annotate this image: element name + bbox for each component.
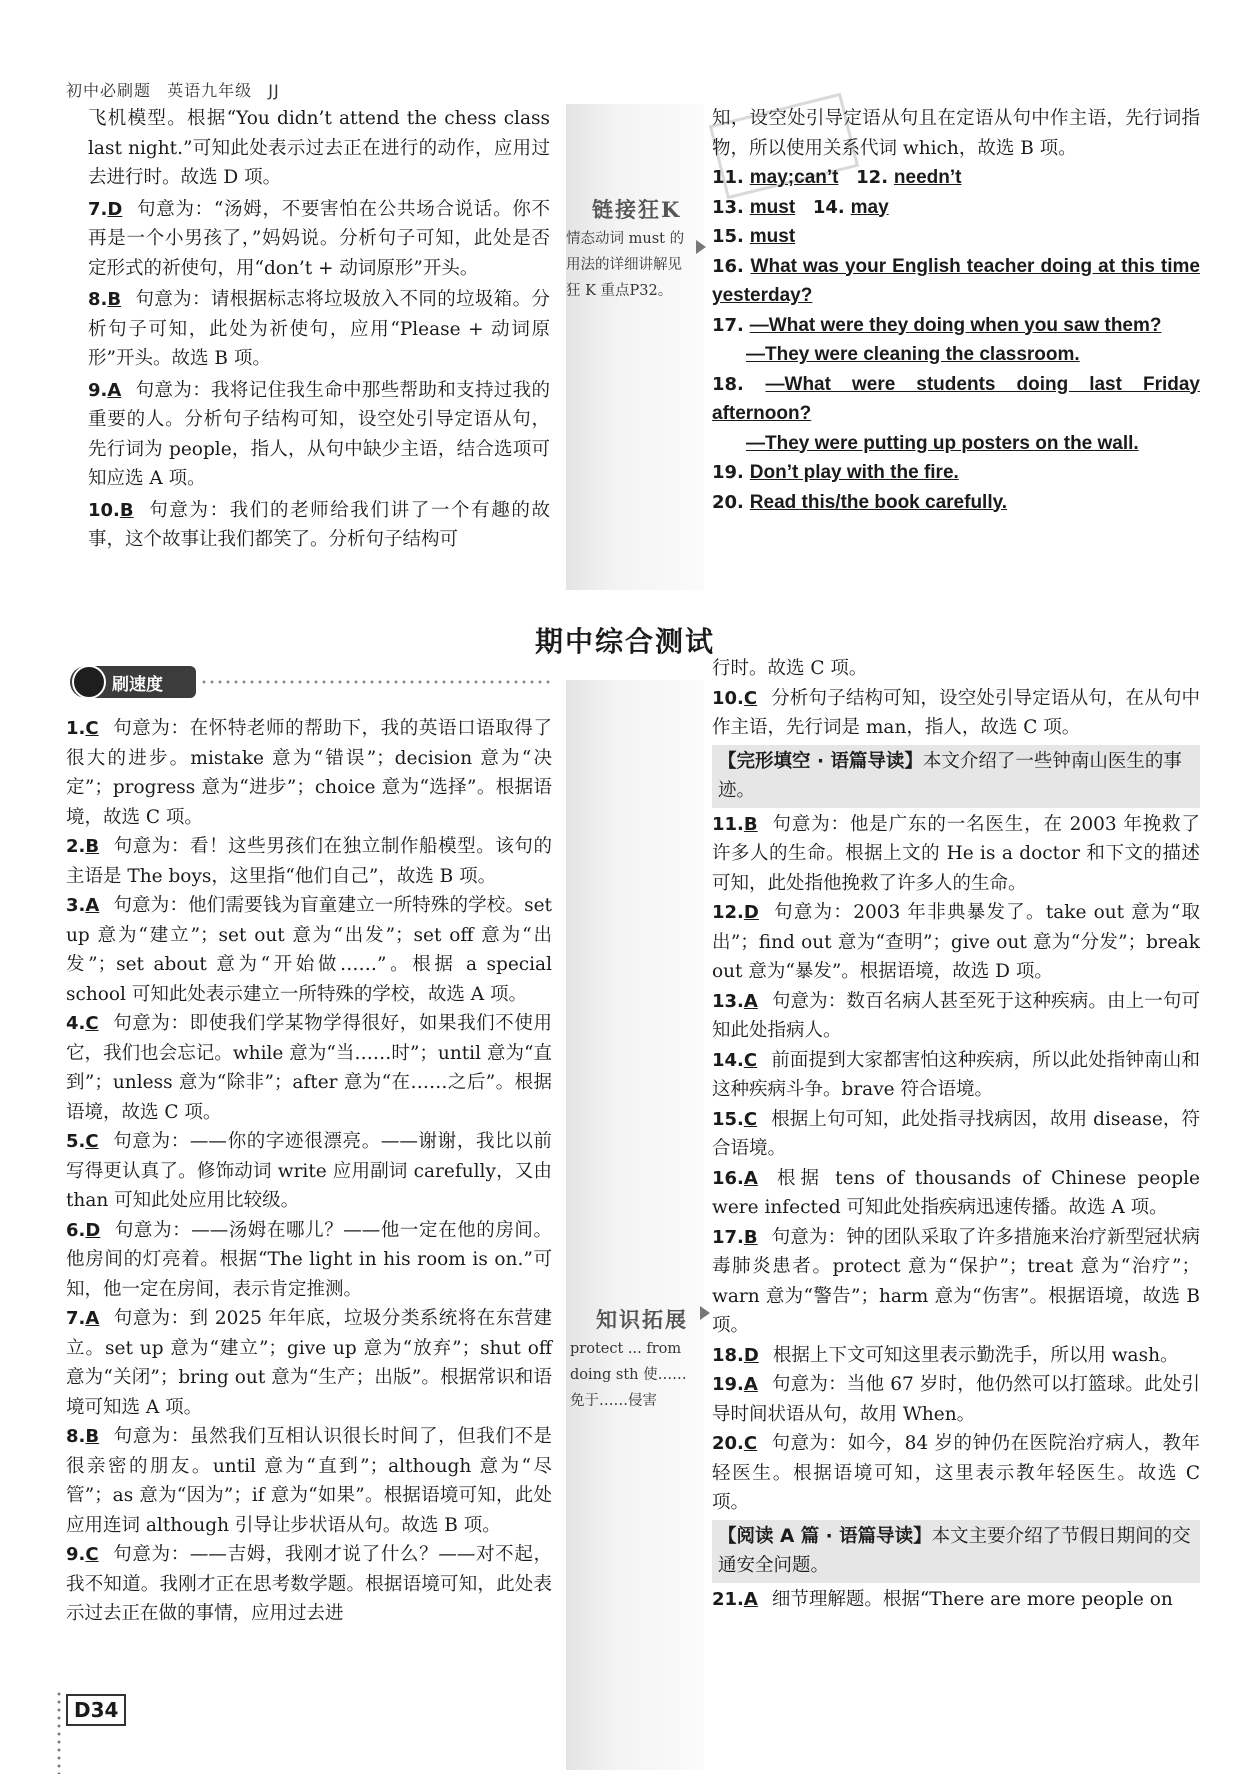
answer-text: 句意为：请根据标志将垃圾放入不同的垃圾箱。分析句子可知，此处为祈使句，应用“Please + 动词原形”开头。故选 B 项。 [88, 289, 550, 369]
item-choice: C [85, 1131, 99, 1152]
answer-text: 分析句子结构可知，设空处引导定语从句，在从句中作主语，先行词是 man，指人，故选 C 项。 [712, 687, 1200, 738]
guide-text: 本文主要介绍了节假日期间的交通安全问题。 [718, 1525, 1191, 1576]
item-number: 18. [712, 373, 744, 395]
answer-phrase: —What were they doing when you saw them? [749, 314, 1162, 336]
answer-text: 句意为：到 2025 年年底，垃圾分类系统将在东营建立。set up 意为“建立”；give up 意为“放弃”；shut off 意为“关闭”；bring out 意为“生产；出版”。根据常识和语境可知选 A 项。 [66, 1308, 552, 1418]
answer-phrase: —What were students doing last Friday afternoon? [712, 373, 1200, 424]
item-number: 21. [712, 1588, 744, 1610]
item-choice: A [743, 990, 758, 1012]
item-number: 20. [712, 1433, 744, 1454]
item-choice: D [743, 902, 759, 923]
answer-phrase: may [850, 196, 889, 218]
sidebar-top-text: 情态动词 must 的用法的详细讲解见狂 K 重点P32。 [566, 231, 685, 299]
answer-item [712, 1105, 1200, 1164]
header-subject: 英语九年级 [167, 81, 253, 100]
item-number: 10. [712, 687, 744, 709]
answer-item [88, 104, 550, 193]
answer-item [712, 1370, 1200, 1429]
item-choice: B [85, 836, 100, 857]
answer-item [66, 1216, 552, 1305]
item-choice: C [743, 687, 758, 709]
sidebar-top [566, 104, 704, 590]
item-number: 7. [88, 198, 108, 220]
bottom-left-column [66, 714, 552, 1629]
item-number: 12. [712, 902, 744, 923]
item-number: 16. [712, 255, 744, 277]
item-number: 20. [712, 491, 744, 513]
item-choice: B [743, 1226, 758, 1248]
answer-text: 句意为：钟的团队采取了许多措施来治疗新型冠状病毒肺炎患者。protect 意为“保护”；treat 意为“治疗”；warn 意为“警告”；harm 意为“伤害”。根据语境，故选 B 项。 [712, 1226, 1200, 1336]
answer-text: 句意为：2003 年非典暴发了。take out 意为“取出”；find out 意为“查明”；give out 意为“分发”；break out 意为“暴发”。根据语境，故选 D 项。 [712, 902, 1200, 982]
sidebar-top-title: 链接狂K [592, 197, 682, 222]
answer-item [66, 832, 552, 891]
answer-item [88, 195, 550, 284]
answer-item [712, 898, 1200, 987]
sidebar-bottom-arrow-icon [700, 1306, 710, 1320]
item-number: 11. [712, 813, 744, 835]
item-choice: B [107, 289, 122, 310]
answer-text: 句意为：我将记住我生命中那些帮助和支持过我的重要的人。分析句子结构可知，设空处引导定语从句，先行词为 people，指人，从句中缺少主语，结合选项可知应选 A 项。 [88, 379, 550, 489]
dotted-divider [200, 680, 552, 684]
speed-badge [70, 666, 196, 698]
item-choice: B [85, 1426, 100, 1447]
item-number: 3. [66, 895, 86, 916]
answer-text: 根据上句可知，此处指寻找病因，故用 disease，符合语境。 [712, 1108, 1200, 1159]
answer-item [712, 684, 1200, 743]
answer-item [712, 370, 1200, 459]
answer-phrase: must [749, 226, 796, 247]
answer-item [712, 488, 1200, 518]
answer-text: 句意为：数百名病人甚至死于这种疾病。由上一句可知此处指病人。 [712, 990, 1200, 1041]
item-choice: B [743, 813, 758, 835]
answer-text: 句意为：在怀特老师的帮助下，我的英语口语取得了很大的进步。mistake 意为“错误”；decision 意为“决定”；progress 意为“进步”；choice 意为“选择”。根据语境，故选 C 项。 [66, 718, 552, 828]
answer-item [712, 163, 1200, 193]
answer-text: 句意为：我们的老师给我们讲了一个有趣的故事，这个故事让我们都笑了。分析句子结构可 [88, 499, 550, 550]
item-number: 2. [66, 836, 86, 857]
answer-item [712, 193, 1200, 223]
answer-item [712, 810, 1200, 899]
answer-item [712, 458, 1200, 488]
answer-text: 行时。故选 C 项。 [712, 658, 868, 679]
item-number: 18. [712, 1344, 744, 1366]
item-number: 11. [712, 167, 744, 188]
answer-text: 句意为：——吉姆，我刚才说了什么？——对不起，我不知道。我刚才正在思考数学题。根据语境可知，此处表示过去正在做的事情，应用过去进 [66, 1544, 552, 1624]
item-number: 16. [712, 1167, 744, 1189]
answer-item [66, 1422, 552, 1540]
item-number: 15. [712, 226, 744, 247]
item-number: 12. [856, 167, 889, 188]
answer-item [66, 714, 552, 832]
answer-text: 前面提到大家都害怕这种疾病，所以此处指钟南山和这种疾病斗争。brave 符合语境。 [712, 1049, 1200, 1100]
section-title: 期中综合测试 [534, 625, 715, 658]
item-choice: C [743, 1433, 758, 1454]
item-choice: C [743, 1049, 758, 1071]
item-choice: B [119, 499, 134, 521]
answer-item [712, 1223, 1200, 1341]
answer-text: 句意为：虽然我们互相认识很长时间了，但我们不是很亲密的朋友。until 意为“直到”；although 意为“尽管”；as 意为“因为”；if 意为“如果”。根据语境可知，此处应用连词 although 引导让步状语从句。故选 B 项。 [66, 1426, 552, 1536]
answer-text: 根据上下文可知这里表示勤洗手，所以用 wash。 [772, 1344, 1179, 1366]
answer-phrase: must [749, 196, 796, 218]
bottom-right-column [712, 654, 1200, 1614]
top-right-column [712, 104, 1200, 517]
reading-guide-box [712, 1520, 1200, 1583]
answer-item [712, 222, 1200, 252]
item-number: 9. [66, 1544, 86, 1565]
answer-phrase: —They were putting up posters on the wall. [746, 432, 1139, 454]
answer-item [66, 1009, 552, 1127]
answer-item [66, 1127, 552, 1216]
item-number: 7. [66, 1308, 86, 1329]
answer-text: 句意为：他是广东的一名医生，在 2003 年挽救了许多人的生命。根据上文的 He is a doctor 和下文的描述可知，此处指他挽救了许多人的生命。 [712, 813, 1200, 894]
sidebar-bottom-title: 知识拓展 [596, 1307, 688, 1332]
answer-text: 句意为：看！这些男孩们在独立制作船模型。该句的主语是 The boys，这里指“他们自己”，故选 B 项。 [66, 836, 552, 887]
badge-icon [72, 665, 106, 699]
guide-text: 本文介绍了一些钟南山医生的事迹。 [718, 750, 1182, 801]
item-number: 17. [712, 314, 744, 336]
item-choice: A [743, 1167, 758, 1189]
answer-text: 句意为：——你的字迹很漂亮。——谢谢，我比以前写得更认真了。修饰动词 write 应用副词 carefully，又由 than 可知此处应用比较级。 [66, 1131, 552, 1211]
answer-phrase: may;can’t [749, 167, 839, 188]
answer-text: 知，设空处引导定语从句且在定语从句中作主语，先行词指物，所以使用关系代词 which，故选 B 项。 [712, 108, 1200, 159]
item-number: 13. [712, 990, 744, 1012]
item-number: 8. [88, 289, 108, 310]
item-number: 17. [712, 1226, 744, 1248]
item-choice: A [85, 1308, 100, 1329]
answer-text: 句意为：当他 67 岁时，他仍然可以打篮球。此处引导时间状语从句，故用 When。 [712, 1374, 1200, 1425]
answer-phrase: What was your English teacher doing at this time yesterday? [712, 255, 1200, 306]
answer-item [66, 1304, 552, 1422]
answer-item [712, 1164, 1200, 1223]
item-choice: C [85, 1013, 99, 1034]
item-number: 5. [66, 1131, 86, 1152]
guide-label: 【完形填空 · 语篇导读】 [718, 750, 923, 772]
cloze-guide-box [712, 745, 1200, 808]
answer-text: 句意为：如今，84 岁的钟仍在医院治疗病人，教年轻医生。根据语境可知，这里表示教年轻医生。故选 C 项。 [712, 1433, 1200, 1513]
header-edition: JJ [268, 81, 280, 100]
item-number: 15. [712, 1108, 744, 1130]
sidebar-top-arrow-icon [696, 240, 706, 254]
guide-label: 【阅读 A 篇 · 语篇导读】 [718, 1525, 932, 1547]
answer-item [712, 1046, 1200, 1105]
item-choice: D [85, 1219, 101, 1241]
answer-phrase: Read this/the book carefully. [749, 491, 1008, 513]
answer-item [88, 285, 550, 374]
item-number: 14. [712, 1049, 744, 1071]
item-number: 1. [66, 718, 86, 739]
answer-phrase: —They were cleaning the classroom. [746, 344, 1080, 365]
answer-item [712, 1585, 1200, 1615]
answer-phrase: needn’t [893, 167, 962, 188]
answer-phrase: Don’t play with the fire. [749, 462, 959, 483]
answer-item [712, 311, 1200, 370]
item-number: 4. [66, 1013, 86, 1034]
answer-item [712, 1429, 1200, 1518]
item-number: 14. [812, 196, 845, 218]
item-number: 13. [712, 196, 744, 218]
answer-item [712, 252, 1200, 311]
item-number: 9. [88, 379, 108, 401]
answer-text: 句意为：他们需要钱为盲童建立一所特殊的学校。set up 意为“建立”；set out 意为“出发”；set off 意为“出发”；set about 意为“开始做……”。根据 a special school 可知此处表示建立一所特殊的学校，故选 A 项。 [66, 895, 552, 1005]
answer-text: 句意为：“汤姆，不要害怕在公共场合说话。你不再是一个小男孩了，”妈妈说。分析句子可知，此处是否定形式的祈使句，用“don’t + 动词原形”开头。 [88, 198, 550, 279]
answer-item [712, 1341, 1200, 1371]
answer-item [66, 1540, 552, 1629]
item-number: 8. [66, 1426, 86, 1447]
answer-text: 根据 tens of thousands of Chinese people were infected 可知此处指疾病迅速传播。故选 A 项。 [712, 1167, 1200, 1218]
item-choice: A [743, 1588, 758, 1610]
top-left-column [88, 104, 550, 555]
answer-item [88, 496, 550, 555]
answer-text: 细节理解题。根据“There are more people on [771, 1588, 1173, 1610]
item-choice: D [107, 198, 123, 220]
item-number: 6. [66, 1219, 86, 1241]
item-number: 10. [88, 499, 120, 521]
item-number: 19. [712, 1374, 744, 1395]
item-choice: C [85, 718, 99, 739]
item-choice: D [743, 1344, 759, 1366]
answer-text: 飞机模型。根据“You didn’t attend the chess class last night.”可知此处表示过去正在进行的动作，应用过去进行时。故选 D 项。 [88, 108, 550, 188]
footer-dotted-line [56, 1690, 62, 1774]
item-choice: A [85, 895, 100, 916]
page-number: D34 [66, 1694, 126, 1726]
answer-item [66, 891, 552, 1009]
header-series: 初中必刷题 [66, 81, 152, 100]
sidebar-bottom-text: protect ... from doing sth 使……免于……侵害 [570, 1341, 687, 1409]
answer-item [88, 376, 550, 494]
item-number: 19. [712, 462, 744, 483]
item-choice: A [743, 1374, 758, 1395]
page-header [66, 78, 290, 101]
sidebar-bottom [566, 680, 704, 1770]
badge-label: 刷速度 [112, 674, 163, 695]
answer-text: 句意为：即使我们学某物学得很好，如果我们不使用它，我们也会忘记。while 意为“当……时”；until 意为“直到”；unless 意为“除非”；after 意为“在……之后”。根据语境，故选 C 项。 [66, 1013, 552, 1123]
answer-item [712, 987, 1200, 1046]
item-choice: A [107, 379, 122, 401]
item-choice: C [85, 1544, 99, 1565]
item-choice: C [743, 1108, 758, 1130]
answer-text: 句意为：——汤姆在哪儿？——他一定在他的房间。他房间的灯亮着。根据“The light in his room is on.”可知，他一定在房间，表示肯定推测。 [66, 1219, 552, 1300]
